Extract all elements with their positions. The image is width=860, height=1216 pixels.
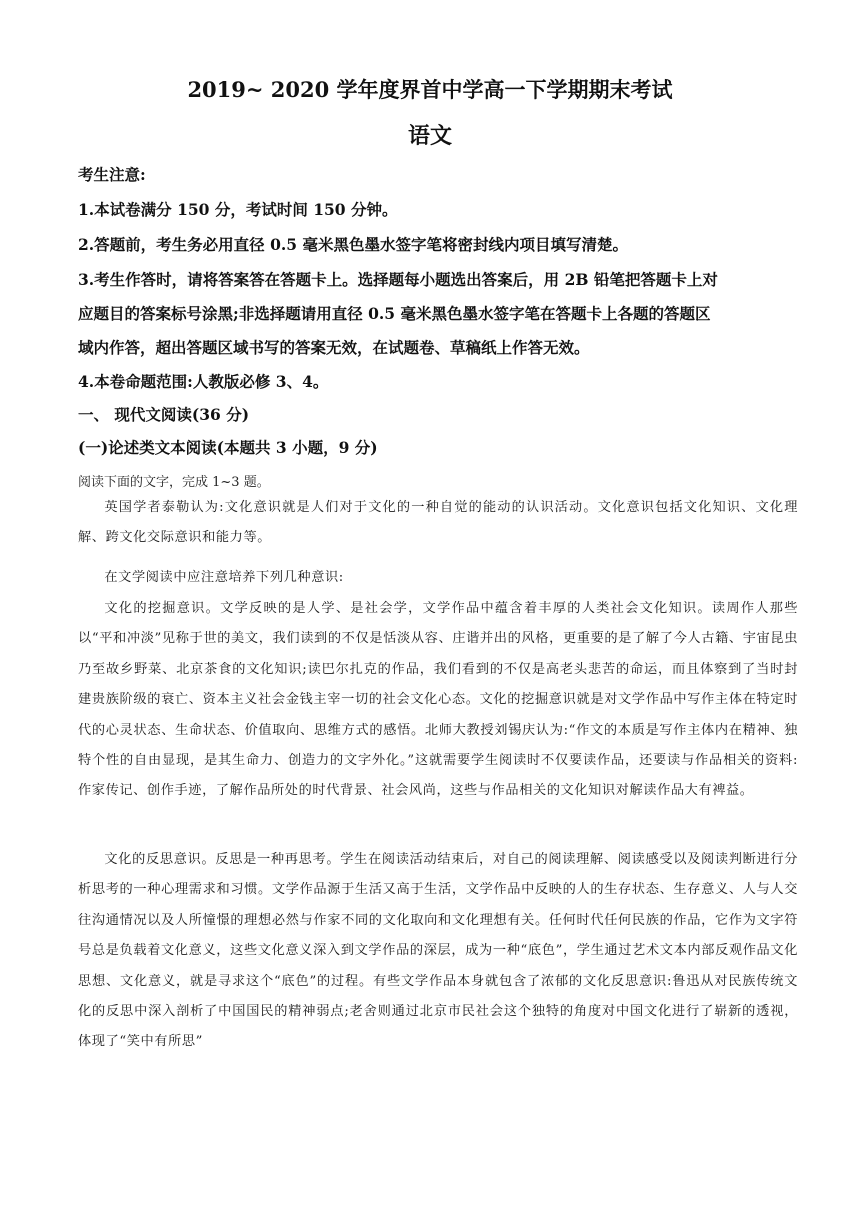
notice-item-3-cont2: 域内作答，超出答题区域书写的答案无效，在试题卷、草稿纸上作答无效。 — [78, 338, 590, 357]
notice-item-4: 4.本卷命题范围:人教版必修 3、4。 — [78, 372, 329, 391]
notice-item-3: 3.考生作答时，请将答案答在答题卡上。选择题每小题选出答案后，用 2B 铅笔把答题卡上对 — [78, 270, 718, 289]
paragraph-1: 英国学者泰勒认为:文化意识就是人们对于文化的一种自觉的能动的认识活动。文化意识包括文化知识、文化理解、跨文化交际意识和能力等。 — [78, 500, 798, 546]
section-heading: 一、 现代文阅读(36 分) — [78, 405, 250, 424]
notice-item-3-cont: 应题目的答案标号涂黑;非选择题请用直径 0.5 毫米黑色墨水签字笔在答题卡上各题的答题区 — [78, 304, 711, 323]
subject-title: 语文 — [407, 123, 452, 149]
notice-heading: 考生注意: — [78, 165, 146, 184]
paragraph-4: 文化的反思意识。反思是一种再思考。学生在阅读活动结束后，对自己的阅读理解、阅读感受以及阅读判断进行分析思考的一种心理需求和习惯。文学作品源于生活又高于生活，文学作品中反映的人的生存状态、生存意义、人与人交往沟通情况以及人所憧憬的理想必然与作家不同的文化取向和文化理想有关。任何时代任何民族的作品，它作为文字符号总是负载着文化意义，这些文化意义深入到文学作品的深层，成为一种“底色”，学生通过艺术文本内部反观作品文化思想、文化意义，就是寻求这个“底色”的过程。有些文学作品本身就包含了浓郁的文化反思意识:鲁迅从对民族传统文化的反思中深入剖析了中国国民的精神弱点;老舍则通过北京市民社会这个独特的角度对中国文化进行了崭新的透视，体现了“笑中有所思” — [78, 852, 798, 1050]
reading-instruction: 阅读下面的文字，完成 1~3 题。 — [78, 475, 270, 490]
subsection-heading: (一)论述类文本阅读(本题共 3 小题，9 分) — [78, 438, 378, 457]
exam-title: 2019~ 2020 学年度界首中学高一下学期期末考试 — [187, 77, 673, 102]
paragraph-3: 文化的挖掘意识。文学反映的是人学、是社会学，文学作品中蕴含着丰厚的人类社会文化知识。读周作人那些以“平和冲淡”见称于世的美文，我们读到的不仅是恬淡从容、庄谐并出的风格，更重要的是了解了今人古籍、宇宙昆虫乃至故乡野菜、北京茶食的文化知识;读巴尔扎克的作品，我们看到的不仅是高老头悲苦的命运，而且体察到了当时封建贵族阶级的衰亡、资本主义社会金钱主宰一切的社会文化心态。文化的挖掘意识就是对文学作品中写作主体在特定时代的心灵状态、生命状态、价值取向、思维方式的感悟。北师大教授刘锡庆认为:“作文的本质是写作主体内在精神、独特个性的自由显现，是其生命力、创造力的文字外化。”这就需要学生阅读时不仅要读作品，还要读与作品相关的资料:作家传记、创作手迹，了解作品所处的时代背景、社会风尚，这些与作品相关的文化知识对解读作品大有裨益。 — [78, 601, 798, 799]
notice-item-1: 1.本试卷满分 150 分，考试时间 150 分钟。 — [78, 200, 398, 219]
paragraph-2: 在文学阅读中应注意培养下列几种意识: — [104, 570, 344, 585]
notice-item-2: 2.答题前，考生务必用直径 0.5 毫米黑色墨水签字笔将密封线内项目填写清楚。 — [78, 235, 628, 254]
